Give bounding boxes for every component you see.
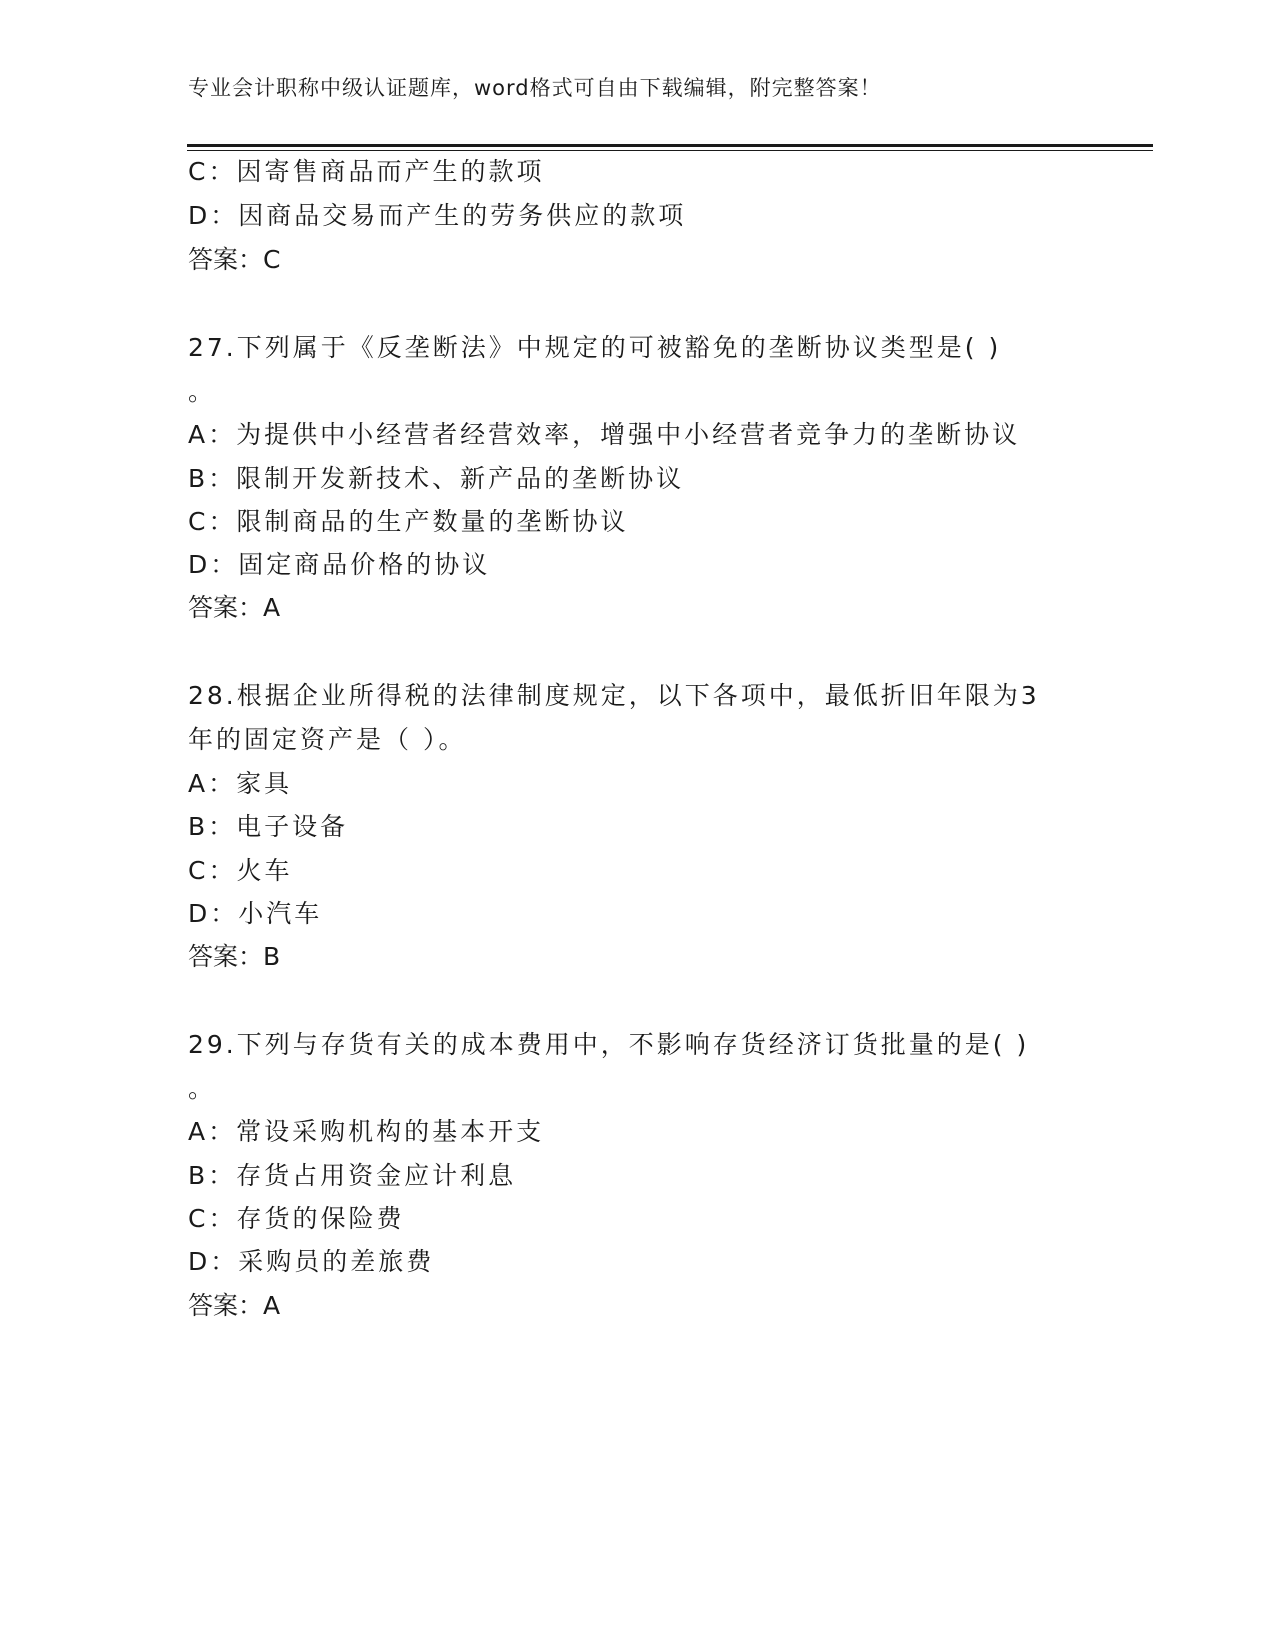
q28-answer: 答案：B bbox=[188, 942, 281, 971]
q26-answer: 答案：C bbox=[188, 245, 281, 274]
q29-option-c: C：存货的保险费 bbox=[188, 1204, 405, 1233]
header-divider-thin bbox=[187, 150, 1153, 151]
q26-option-d: D：因商品交易而产生的劳务供应的款项 bbox=[188, 201, 687, 230]
q27-stem: 27.下列属于《反垄断法》中规定的可被豁免的垄断协议类型是( ) bbox=[188, 333, 1002, 362]
q29-answer: 答案：A bbox=[188, 1291, 281, 1320]
header-divider-thick bbox=[187, 144, 1153, 147]
q27-option-b: B：限制开发新技术、新产品的垄断协议 bbox=[188, 464, 685, 493]
q28-stem: 28.根据企业所得税的法律制度规定，以下各项中，最低折旧年限为3 bbox=[188, 681, 1040, 710]
page-header: 专业会计职称中级认证题库，word格式可自由下载编辑，附完整答案！ bbox=[188, 76, 882, 100]
q29-stem-continued: 。 bbox=[188, 1074, 217, 1103]
q29-option-b: B：存货占用资金应计利息 bbox=[188, 1161, 517, 1190]
q27-answer: 答案：A bbox=[188, 593, 281, 622]
q29-option-a: A：常设采购机构的基本开支 bbox=[188, 1117, 545, 1146]
q27-option-d: D：固定商品价格的协议 bbox=[188, 550, 491, 579]
q26-option-c: C：因寄售商品而产生的款项 bbox=[188, 157, 545, 186]
q29-stem: 29.下列与存货有关的成本费用中，不影响存货经济订货批量的是( ) bbox=[188, 1030, 1030, 1059]
q27-option-c: C：限制商品的生产数量的垄断协议 bbox=[188, 507, 629, 536]
q28-option-a: A：家具 bbox=[188, 769, 293, 798]
q28-option-c: C：火车 bbox=[188, 856, 293, 885]
q28-option-d: D：小汽车 bbox=[188, 899, 323, 928]
q28-stem-continued: 年的固定资产是（ ）。 bbox=[188, 725, 467, 754]
q27-option-a: A：为提供中小经营者经营效率，增强中小经营者竞争力的垄断协议 bbox=[188, 420, 1021, 449]
q27-stem-continued: 。 bbox=[188, 377, 217, 406]
q29-option-d: D：采购员的差旅费 bbox=[188, 1247, 435, 1276]
q28-option-b: B：电子设备 bbox=[188, 812, 349, 841]
